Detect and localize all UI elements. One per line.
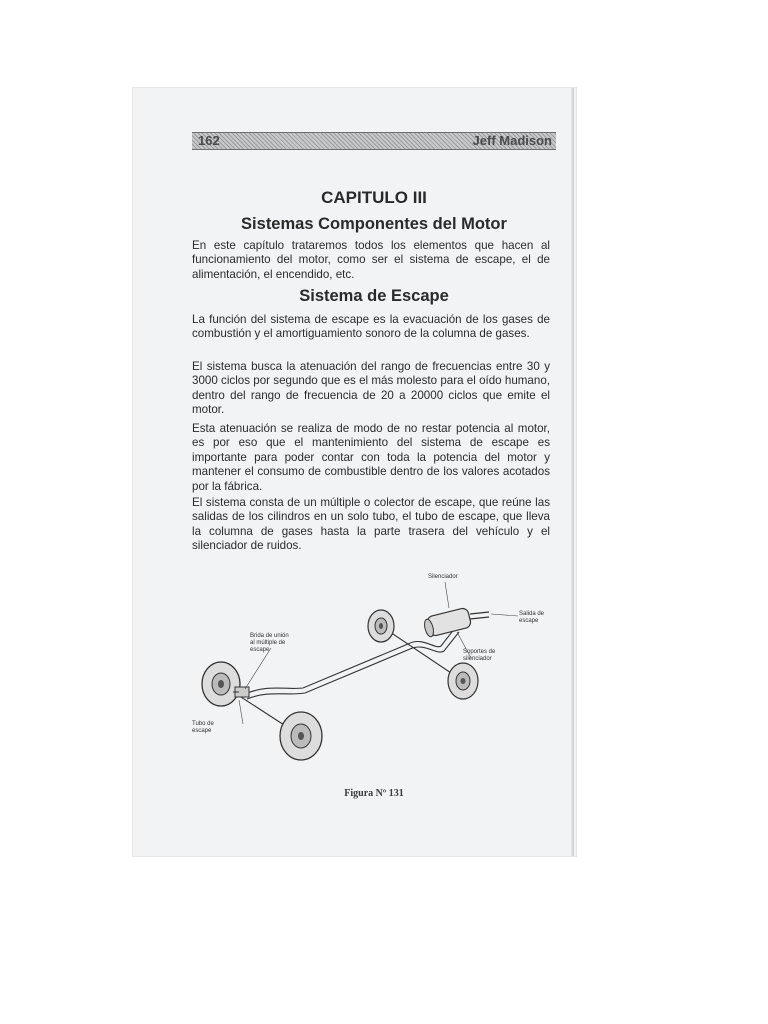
label-soportes-2: silenciador [463,656,492,662]
book-page [133,88,576,856]
exhaust-system-illustration [173,566,573,786]
wheel-rear-left [368,610,394,642]
intro-paragraph: En este capítulo trataremos todos los elementos que hacen al funcionamiento del motor, como ser el sistema de escape, el de alimentación, el encendido, etc. [192,239,550,281]
author-name: Jeff Madison [472,133,552,148]
label-tubo-2: escape [192,728,212,734]
paragraph-components: El sistema consta de un múltiple o colector de escape, que reúne las salidas de los cilindros en un solo tubo, el tubo de escape, que lleva la columna de gases hasta la parte trasera del vehículo y el silenciador de ruidos. [192,496,550,553]
muffler [423,607,489,637]
figure-caption: Figura Nº 131 [344,788,404,799]
label-brida-2: al múltiple de [250,640,286,646]
wheel-rear-right [448,663,478,699]
label-salida-2: escape [519,618,539,624]
chapter-title: CAPITULO III [321,188,427,207]
label-brida-3: escape [250,647,270,653]
label-brida-1: Brida de unión [250,633,289,639]
label-soportes-1: Soportes de [463,649,496,655]
page-number: 162 [198,133,220,148]
paragraph-function: La función del sistema de escape es la evacuación de los gases de combustión y el amortiguamiento sonoro de la columna de gases. [192,313,550,341]
label-silenciador: Silenciador [428,574,458,580]
section-title: Sistema de Escape [299,287,449,305]
wheel-front-left [202,662,240,706]
running-header [192,132,556,150]
manifold-flange [233,687,249,697]
paragraph-frequencies: El sistema busca la atenuación del rango de frecuencias entre 30 y 3000 ciclos por segundo que es el más molesto para el oído humano, dentro del rango de frecuencia de 20 a 20000 ciclos que emite el motor. [192,360,550,417]
label-tubo-1: Tubo de [192,721,214,727]
wheel-front-right [280,712,322,760]
paragraph-maintenance: Esta atenuación se realiza de modo de no restar potencia al motor, es por eso que el mantenimiento del sistema de escape es importante para poder contar con toda la potencia del motor y mantener el consumo de combustible dentro de los valores acotados por la fábrica. [192,422,550,493]
chapter-subtitle: Sistemas Componentes del Motor [241,215,507,233]
label-salida-1: Salida de [519,611,545,617]
